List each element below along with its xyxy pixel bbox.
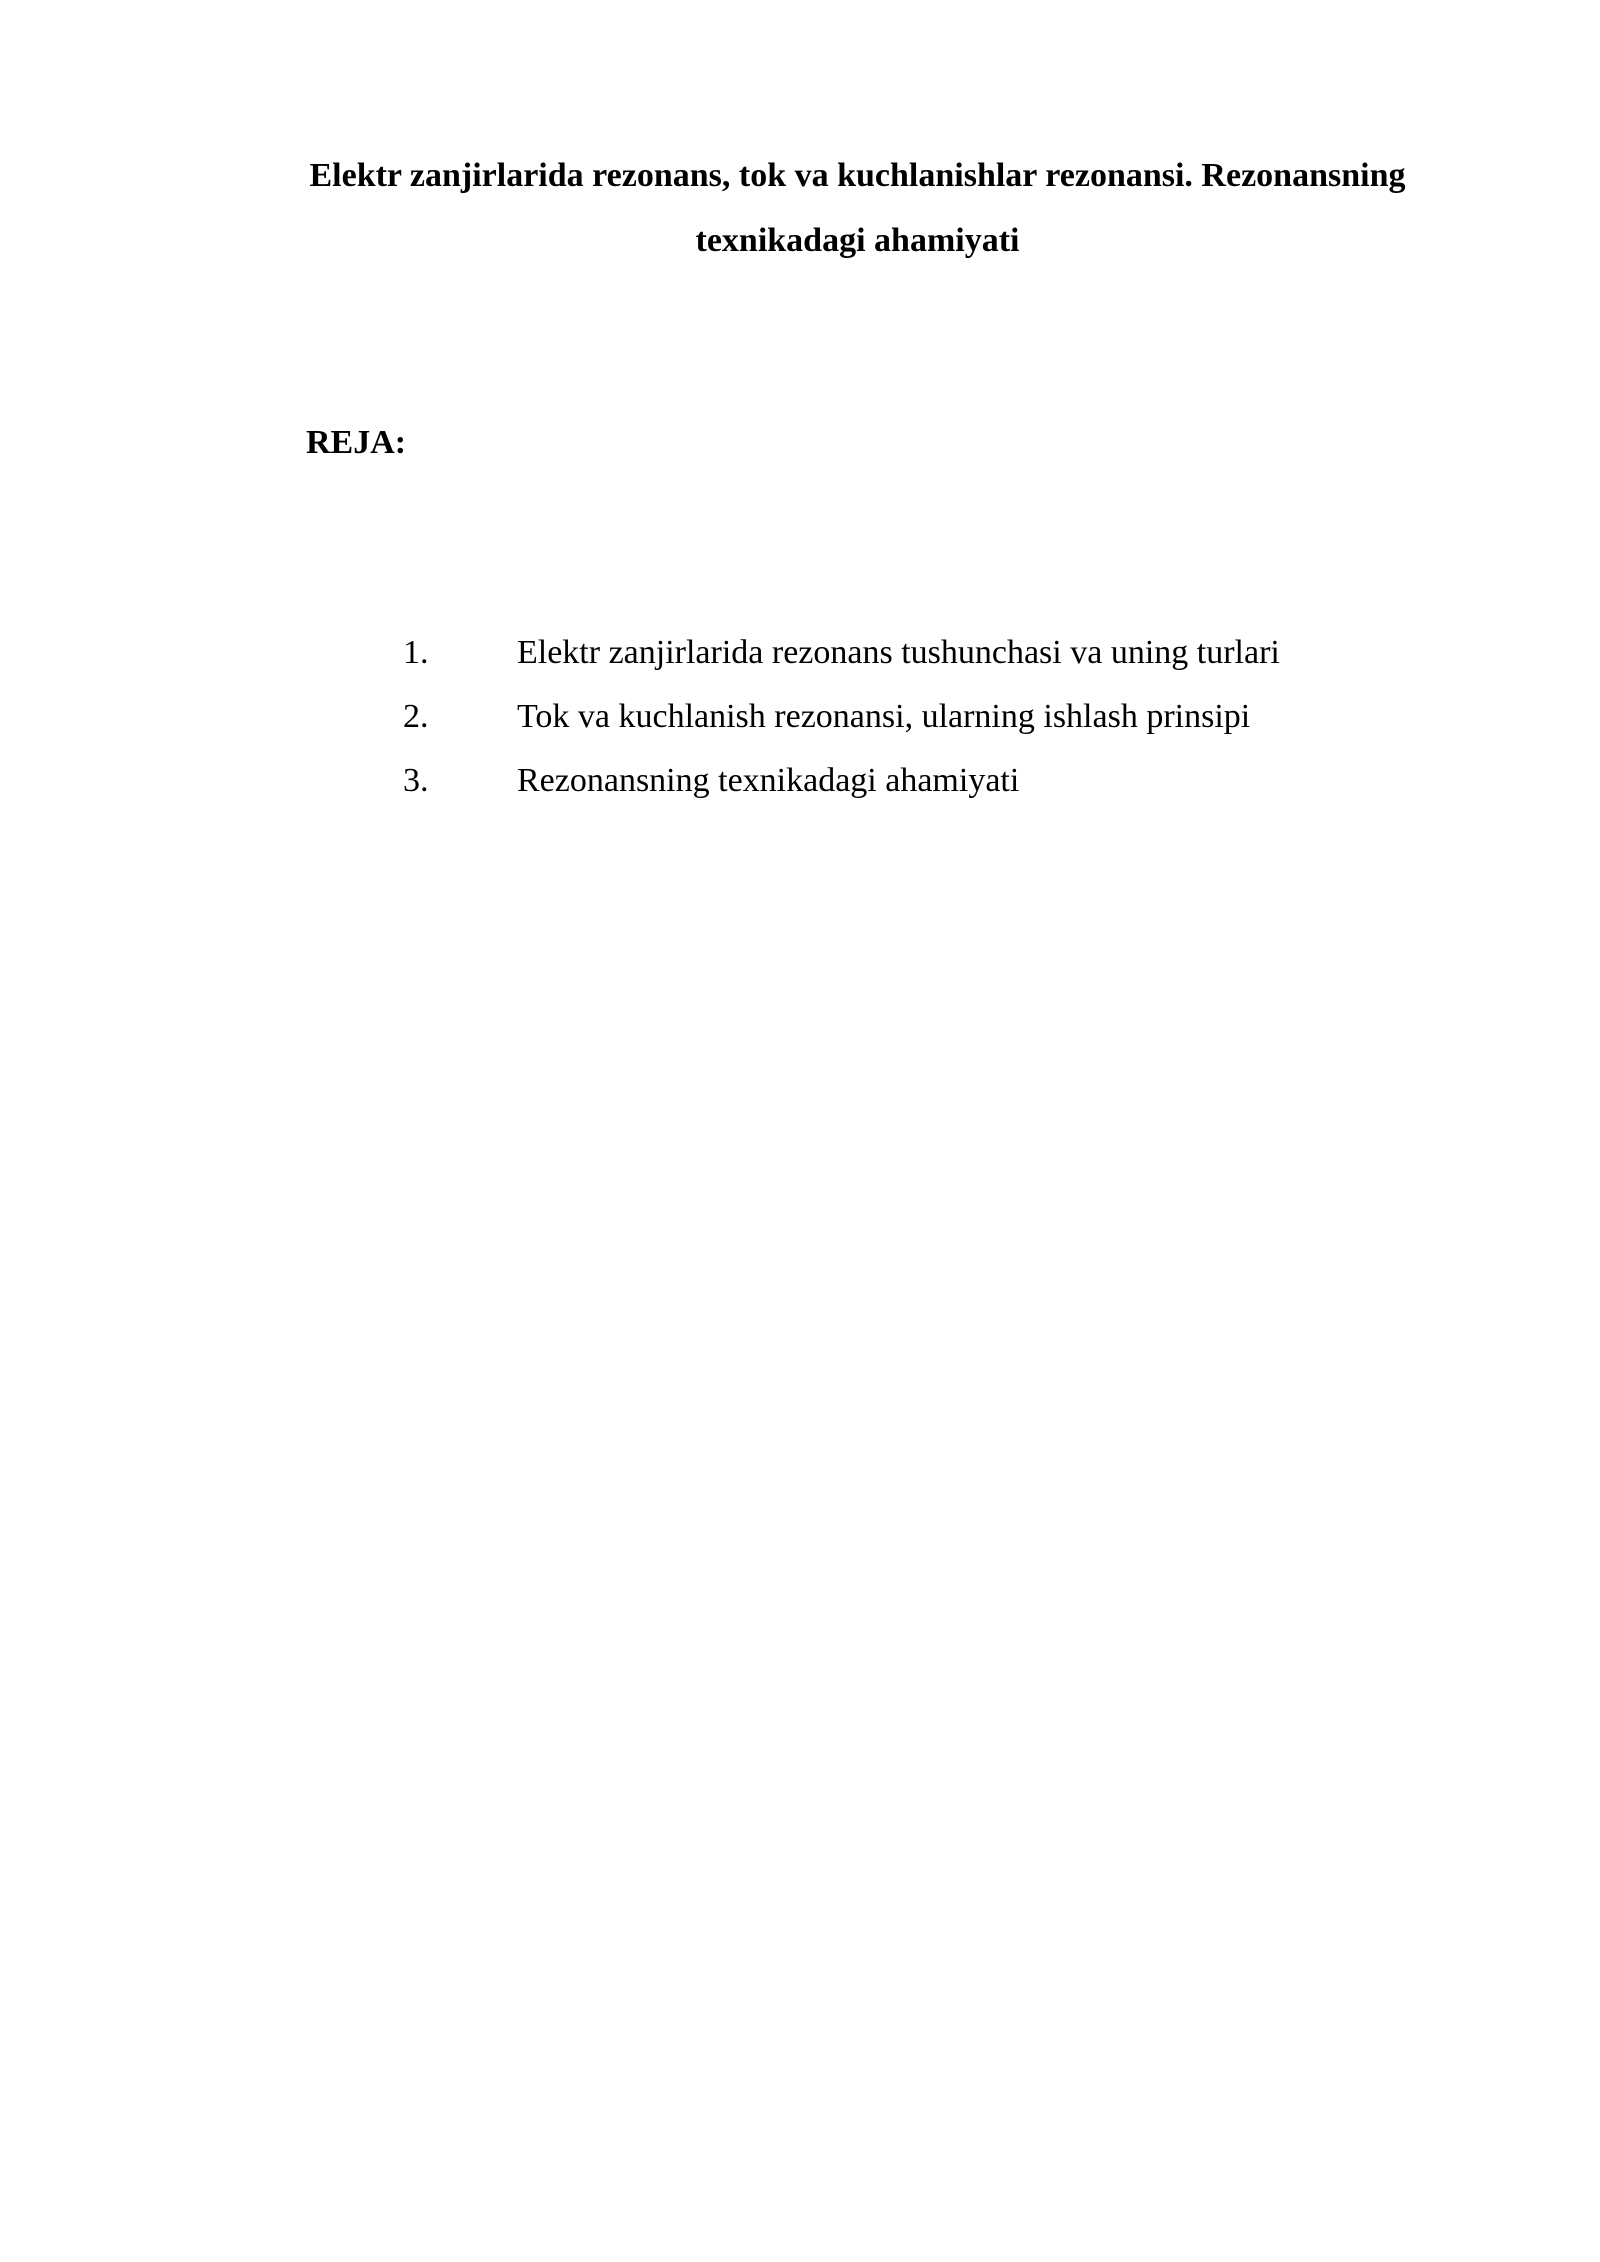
plan-list-item [0, 690, 1600, 754]
plan-list [0, 626, 1600, 818]
plan-heading: REJA: [306, 424, 407, 461]
plan-item-text: Rezonansning texnikadagi ahamiyati [517, 762, 1020, 799]
plan-list-item [0, 626, 1600, 690]
plan-item-text: Tok va kuchlanish rezonansi, ularning ishlash prinsipi [517, 698, 1251, 735]
plan-list-item [0, 754, 1600, 818]
plan-item-number: 2. [403, 698, 429, 735]
document-title: Elektr zanjirlarida rezonans, tok va kuchlanishlar rezonansi. Rezonansning texnikadagi ahamiyati [309, 157, 1406, 259]
plan-item-number: 3. [403, 762, 429, 799]
plan-item-text: Elektr zanjirlarida rezonans tushunchasi va uning turlari [517, 634, 1280, 671]
plan-item-number: 1. [403, 634, 429, 671]
